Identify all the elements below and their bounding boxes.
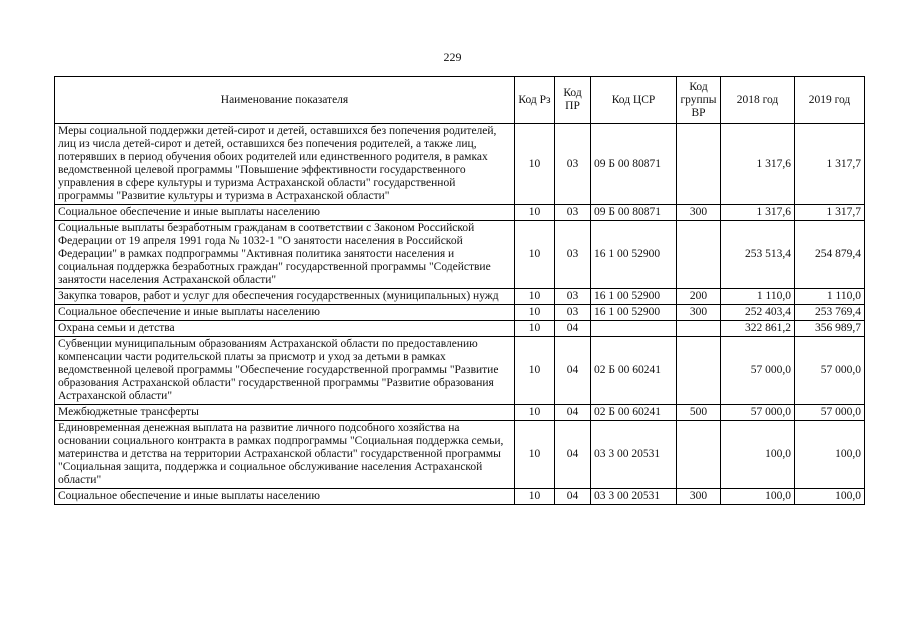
cell-name: Закупка товаров, работ и услуг для обеспечения государственных (муниципальных) нужд bbox=[55, 289, 515, 305]
cell-vr bbox=[677, 124, 721, 205]
cell-2018: 1 317,6 bbox=[721, 124, 795, 205]
table-row bbox=[55, 337, 865, 405]
cell-name: Субвенции муниципальным образованиям Астраханской области по предоставлению компенсации части родительской платы за присмотр и уход за детьми в рамках ведомственной целевой программы "Обеспечение государственной программы "Развитие образования Астраханской области" государственной программы "Развитие образования Астраханской области" bbox=[55, 337, 515, 405]
cell-pr: 04 bbox=[555, 405, 591, 421]
cell-2019: 1 110,0 bbox=[795, 289, 865, 305]
cell-csr: 09 Б 00 80871 bbox=[591, 205, 677, 221]
cell-rz: 10 bbox=[515, 337, 555, 405]
cell-2019: 1 317,7 bbox=[795, 205, 865, 221]
cell-csr: 16 1 00 52900 bbox=[591, 305, 677, 321]
table-row bbox=[55, 221, 865, 289]
cell-rz: 10 bbox=[515, 305, 555, 321]
cell-csr: 16 1 00 52900 bbox=[591, 221, 677, 289]
cell-name: Межбюджетные трансферты bbox=[55, 405, 515, 421]
table-row bbox=[55, 124, 865, 205]
cell-name: Охрана семьи и детства bbox=[55, 321, 515, 337]
table-row bbox=[55, 305, 865, 321]
cell-vr: 500 bbox=[677, 405, 721, 421]
cell-2019: 57 000,0 bbox=[795, 405, 865, 421]
cell-2018: 57 000,0 bbox=[721, 405, 795, 421]
cell-rz: 10 bbox=[515, 205, 555, 221]
cell-rz: 10 bbox=[515, 221, 555, 289]
cell-rz: 10 bbox=[515, 124, 555, 205]
cell-csr: 02 Б 00 60241 bbox=[591, 405, 677, 421]
cell-pr: 03 bbox=[555, 124, 591, 205]
cell-rz: 10 bbox=[515, 489, 555, 505]
cell-2019: 356 989,7 bbox=[795, 321, 865, 337]
cell-vr: 300 bbox=[677, 305, 721, 321]
page-number: 229 bbox=[443, 50, 462, 64]
cell-name: Меры социальной поддержки детей-сирот и детей, оставшихся без попечения родителей, лиц из числа детей-сирот и детей, оставшихся без попечения родителей, а также лиц, потерявших в период обучения обоих родителей или единственного родителя, в рамках ведомственной целевой программы "Повышение эффективности государственного управления в сфере культуры и туризма Астраханской области" государственной программы "Развитие культуры и туризма в Астраханской области" bbox=[55, 124, 515, 205]
cell-2018: 322 861,2 bbox=[721, 321, 795, 337]
cell-pr: 04 bbox=[555, 489, 591, 505]
cell-vr: 300 bbox=[677, 205, 721, 221]
cell-pr: 03 bbox=[555, 205, 591, 221]
cell-2018: 252 403,4 bbox=[721, 305, 795, 321]
cell-2019: 100,0 bbox=[795, 489, 865, 505]
header-2019: 2019 год bbox=[795, 77, 865, 124]
header-2018: 2018 год bbox=[721, 77, 795, 124]
budget-table bbox=[54, 76, 865, 505]
cell-name: Социальное обеспечение и иные выплаты населению bbox=[55, 305, 515, 321]
cell-2018: 57 000,0 bbox=[721, 337, 795, 405]
cell-2019: 253 769,4 bbox=[795, 305, 865, 321]
table-header bbox=[55, 77, 865, 124]
table-row bbox=[55, 489, 865, 505]
header-rz: Код Рз bbox=[515, 77, 555, 124]
cell-pr: 04 bbox=[555, 337, 591, 405]
cell-vr: 300 bbox=[677, 489, 721, 505]
table-row bbox=[55, 321, 865, 337]
cell-name: Социальные выплаты безработным гражданам в соответствии с Законом Российской Федерации от 19 апреля 1991 года № 1032-1 "О занятости населения в Российской Федерации" в рамках подпрограммы "Активная политика занятости населения и социальная поддержка безработных граждан" государственной программы "Содействие занятости населения Астраханской области" bbox=[55, 221, 515, 289]
cell-pr: 03 bbox=[555, 305, 591, 321]
cell-vr: 200 bbox=[677, 289, 721, 305]
cell-csr bbox=[591, 321, 677, 337]
cell-2019: 254 879,4 bbox=[795, 221, 865, 289]
cell-rz: 10 bbox=[515, 421, 555, 489]
header-vr: Код группы ВР bbox=[677, 77, 721, 124]
table-row bbox=[55, 421, 865, 489]
cell-2018: 1 110,0 bbox=[721, 289, 795, 305]
cell-2018: 1 317,6 bbox=[721, 205, 795, 221]
cell-2018: 100,0 bbox=[721, 421, 795, 489]
header-name: Наименование показателя bbox=[55, 77, 515, 124]
table-row bbox=[55, 289, 865, 305]
cell-rz: 10 bbox=[515, 405, 555, 421]
cell-vr bbox=[677, 321, 721, 337]
cell-csr: 03 3 00 20531 bbox=[591, 489, 677, 505]
cell-pr: 04 bbox=[555, 321, 591, 337]
cell-name: Единовременная денежная выплата на развитие личного подсобного хозяйства на основании социального контракта в рамках подпрограммы "Социальная поддержка семьи, материнства и детства на территории Астраханской области" государственной программы "Социальная защита, поддержка и социальное обслуживание населения Астраханской области" bbox=[55, 421, 515, 489]
cell-csr: 09 Б 00 80871 bbox=[591, 124, 677, 205]
cell-rz: 10 bbox=[515, 289, 555, 305]
cell-vr bbox=[677, 337, 721, 405]
cell-pr: 03 bbox=[555, 221, 591, 289]
cell-2019: 1 317,7 bbox=[795, 124, 865, 205]
cell-2019: 100,0 bbox=[795, 421, 865, 489]
header-pr: Код ПР bbox=[555, 77, 591, 124]
cell-2019: 57 000,0 bbox=[795, 337, 865, 405]
table-row bbox=[55, 405, 865, 421]
cell-2018: 100,0 bbox=[721, 489, 795, 505]
cell-vr bbox=[677, 221, 721, 289]
cell-pr: 04 bbox=[555, 421, 591, 489]
header-csr: Код ЦСР bbox=[591, 77, 677, 124]
cell-csr: 16 1 00 52900 bbox=[591, 289, 677, 305]
table-row bbox=[55, 205, 865, 221]
cell-csr: 03 3 00 20531 bbox=[591, 421, 677, 489]
cell-rz: 10 bbox=[515, 321, 555, 337]
cell-2018: 253 513,4 bbox=[721, 221, 795, 289]
cell-name: Социальное обеспечение и иные выплаты населению bbox=[55, 205, 515, 221]
cell-pr: 03 bbox=[555, 289, 591, 305]
table-body bbox=[55, 124, 865, 505]
cell-csr: 02 Б 00 60241 bbox=[591, 337, 677, 405]
cell-vr bbox=[677, 421, 721, 489]
cell-name: Социальное обеспечение и иные выплаты населению bbox=[55, 489, 515, 505]
